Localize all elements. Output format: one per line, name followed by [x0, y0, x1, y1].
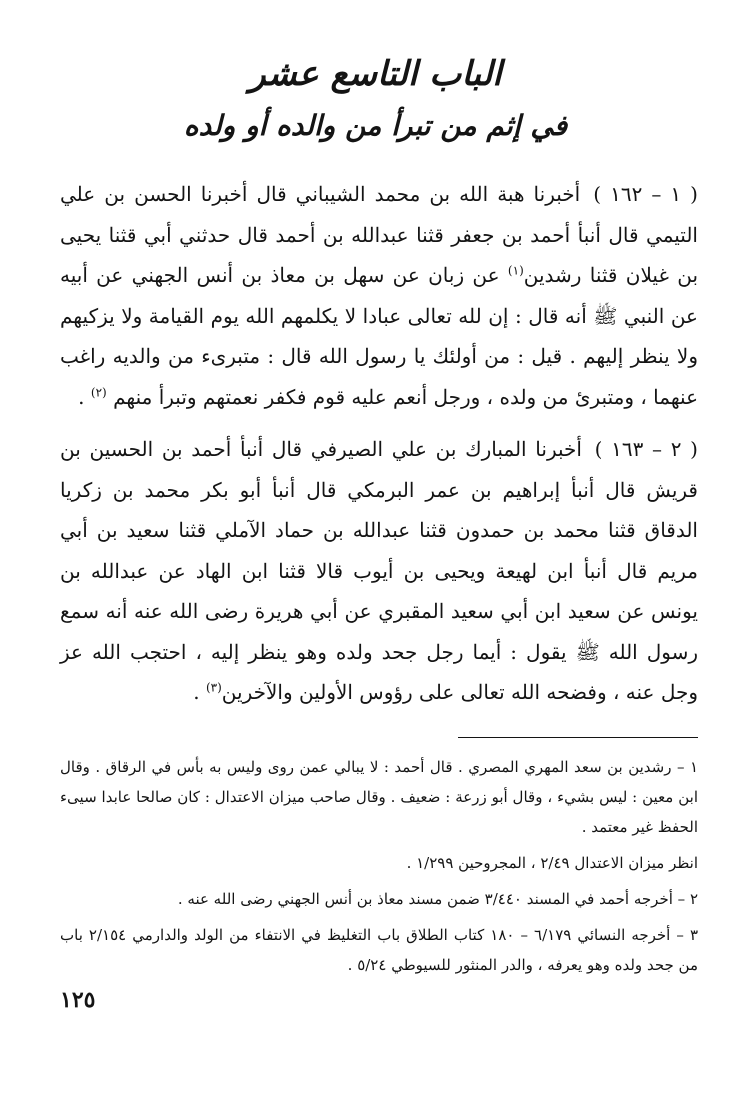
footnote-marker: (٣) [205, 680, 222, 695]
footnote: انظر ميزان الاعتدال ٢/٤٩ ، المجروحين ١/٢٩٩ . [406, 854, 698, 872]
hadith-paragraph [60, 174, 698, 417]
footnote: ٢ – أخرجه أحمد في المسند ٣/٤٤٠ ضمن مسند معاذ بن أنس الجهني رضى الله عنه . [177, 890, 698, 908]
footnote-marker: (١) [507, 263, 524, 278]
hadith-text: أخبرنا المبارك بن علي الصيرفي قال أنبأ أحمد بن الحسين بن قريش قال أنبأ إبراهيم بن عمر البرمكي قال أنبأ أبو بكر محمد بن زكريا الدقاق قثنا محمد بن حمدون قثنا عبدالله بن حماد الآملي قثنا سعيد بن أبي مريم قال أنبأ ابن لهيعة ويحيى بن أيوب قالا قثنا ابن الهاد عن عبدالله بن يونس عن سعيد ابن أبي سعيد المقبري عن أبي هريرة رضى الله عنه أنه سمع رسول الله ﷺ يقول : أيما رجل جحد ولده وهو ينظر إليه ، احتجب الله عز وجل عنه ، وفضحه الله تعالى على رؤوس الأولين والآخرين [60, 437, 698, 704]
hadith-end: . [78, 384, 91, 409]
footnote: ٣ – أخرجه النسائي ٦/١٧٩ – ١٨٠ كتاب الطلاق باب التغليظ في الانتفاء من الولد والدارمي ٢/١٥٤ باب من جحد ولده وهو يعرفه ، والدر المنثور للسيوطي ٥/٢٤ . [60, 926, 699, 974]
main-text [60, 174, 698, 713]
hadith-paragraph [60, 429, 698, 713]
hadith-end: . [193, 680, 206, 704]
chapter-subtitle: في إثم من تبرأ من والده أو ولده [183, 109, 568, 142]
chapter-heading [0, 52, 751, 144]
footnote-marker: (٢) [90, 384, 107, 399]
hadith-text: أخبرنا هبة الله بن محمد الشيباني قال أخبرنا الحسن بن علي التيمي قال أنبأ أحمد بن جعفر قثنا عبدالله بن أحمد قال حدثني أبي قثنا يحيى بن غيلان قثنا رشدين [60, 182, 699, 287]
hadith-text: عن زبان عن سهل بن معاذ بن أنس الجهني عن أبيه عن النبي ﷺ أنه قال : إن لله تعالى عبادا لا يكلمهم الله يوم القيامة ولا يزكيهم ولا ينظر إليهم . قيل : من أولئك يا رسول الله قال : متبرىء من والديه راغب عنهما ، ومتبرئ من ولده ، ورجل أنعم عليه قوم فكفر نعمتهم وتبرأ منهم [60, 263, 698, 409]
page-number: ١٢٥ [60, 987, 96, 1013]
hadith-number: ( ١ – ١٦٢ ) [593, 182, 698, 206]
hadith-number: ( ٢ – ١٦٣ ) [594, 437, 698, 461]
chapter-title: الباب التاسع عشر [249, 54, 502, 94]
footnotes [60, 752, 698, 986]
footnote: ١ – رشدين بن سعد المهري المصري . قال أحمد : لا يبالي عمن روى وليس به بأس في الرقاق . وقال ابن معين : ليس بشيء ، وقال أبو زرعة : ضعيف . وقال صاحب ميزان الاعتدال : كان صالحا عابدا سيىء الحفظ غير معتمد . [60, 758, 698, 836]
footnote-divider [458, 737, 698, 738]
